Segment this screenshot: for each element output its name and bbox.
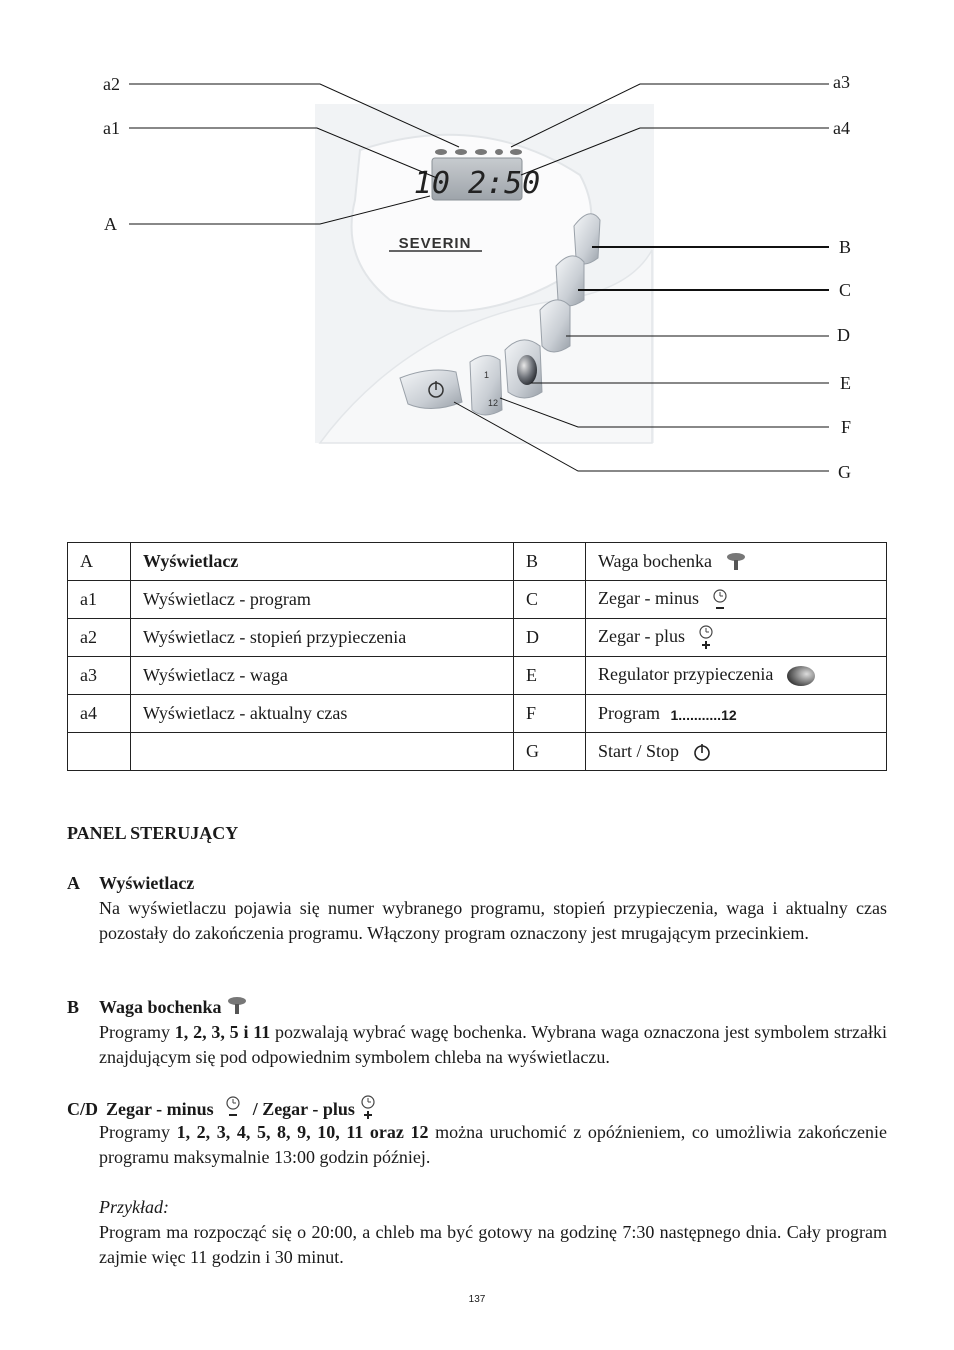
- table-value-text: Regulator przypieczenia: [598, 664, 774, 685]
- browning-knob-icon: [786, 665, 816, 687]
- table-key: C: [514, 581, 586, 619]
- svg-text:1: 1: [484, 370, 490, 380]
- table-key: D: [514, 619, 586, 657]
- table-key: A: [68, 543, 131, 581]
- table-row: [68, 619, 887, 657]
- brand-logo: SEVERIN: [398, 235, 472, 252]
- button-b: [574, 214, 600, 264]
- control-panel-figure: [0, 0, 954, 500]
- callout-a3: a3: [833, 72, 850, 92]
- control-panel-illustration: [0, 0, 954, 500]
- section-heading-text: / Zegar - plus: [252, 1099, 355, 1119]
- program-range: 1...........12: [670, 706, 737, 723]
- table-value-text: Program: [598, 703, 660, 723]
- table-value: [586, 695, 887, 733]
- button-c: [556, 256, 584, 306]
- callout-a4: a4: [833, 118, 850, 138]
- table-key: a3: [68, 657, 131, 695]
- callout-E: E: [840, 373, 851, 393]
- clock-plus-icon: [359, 1095, 377, 1121]
- legend-table: [67, 542, 887, 771]
- table-row: [68, 581, 887, 619]
- table-row: [68, 695, 887, 733]
- section-b-text: Programy 1, 2, 3, 5 i 11 pozwalają wybrać wagę bochenka. Wybrana waga oznaczona jest symbolem strzałki znajdującym się pod odpowiednim symbolem chleba na wyświetlaczu.: [99, 1022, 887, 1067]
- table-value: Wyświetlacz - program: [131, 581, 514, 619]
- section-heading-text: Wyświetlacz: [99, 873, 195, 893]
- clock-plus-icon: [697, 625, 715, 651]
- callout-C: C: [839, 280, 852, 300]
- table-value: [586, 619, 887, 657]
- table-value-text: Start / Stop: [598, 740, 680, 761]
- example-text: Program ma rozpocząć się o 20:00, a chleb ma być gotowy na godzinę 7:30 następnego dnia. Cały program zajmie więc 11 godzin i 30 minut.: [99, 1222, 887, 1267]
- callout-D: D: [837, 325, 850, 345]
- table-row: [68, 543, 887, 581]
- section-letter: A: [67, 873, 80, 893]
- section-letter: C/D: [67, 1099, 98, 1119]
- table-key: a4: [68, 695, 131, 733]
- callout-A: A: [104, 214, 117, 234]
- button-g: [400, 370, 462, 409]
- table-key: B: [514, 543, 586, 581]
- table-row: [68, 657, 887, 695]
- section-cd-text: Programy 1, 2, 3, 4, 5, 8, 9, 10, 11 oraz 12 można uruchomić z opóźnieniem, co umożliwia zakończenie programu maksymalnie 13:00 godzin później.: [99, 1122, 887, 1167]
- table-value: [131, 733, 514, 771]
- table-value-text: Waga bochenka: [598, 550, 712, 571]
- table-value-text: Zegar - plus: [598, 625, 685, 646]
- table-value-text: Zegar - minus: [598, 587, 699, 608]
- table-value: [586, 657, 887, 695]
- table-value: [586, 543, 887, 581]
- section-letter: B: [67, 997, 80, 1017]
- table-key: a1: [68, 581, 131, 619]
- table-key: [68, 733, 131, 771]
- table-key: a2: [68, 619, 131, 657]
- table-key: G: [514, 733, 586, 771]
- section-b-heading: [67, 995, 248, 1020]
- section-title: PANEL STERUJĄCY: [67, 823, 239, 843]
- table-value: Wyświetlacz - aktualny czas: [131, 695, 514, 733]
- clock-minus-icon: [224, 1095, 242, 1119]
- section-heading-text: Zegar - minus: [106, 1099, 214, 1119]
- table-value: Wyświetlacz - waga: [131, 657, 514, 695]
- page-number: 137: [468, 1294, 486, 1305]
- table-row: [68, 733, 887, 771]
- loaf-weight-icon: [725, 552, 747, 572]
- callout-a2: a2: [103, 74, 120, 94]
- table-key: F: [514, 695, 586, 733]
- callout-B: B: [839, 237, 852, 257]
- table-key: E: [514, 657, 586, 695]
- section-heading-text: Waga bochenka: [99, 997, 222, 1017]
- section-cd-heading: [67, 1095, 377, 1122]
- button-d: [540, 300, 570, 352]
- example-label: Przykład:: [99, 1197, 169, 1217]
- power-icon: [692, 742, 712, 762]
- loaf-weight-icon: [226, 996, 248, 1016]
- svg-text:12: 12: [488, 398, 499, 408]
- table-value: [586, 581, 887, 619]
- table-value: [586, 733, 887, 771]
- section-a-text: Na wyświetlaczu pojawia się numer wybranego programu, stopień przypieczenia, waga i aktualny czas pozostały do zakończenia programu. Włączony program oznaczony jest mrugającym przecinkiem.: [99, 898, 887, 943]
- callout-G: G: [838, 462, 851, 482]
- table-value: Wyświetlacz - stopień przypieczenia: [131, 619, 514, 657]
- callout-F: F: [841, 417, 852, 437]
- table-value: Wyświetlacz: [131, 543, 514, 581]
- lcd-readout: 10 2:50: [413, 166, 541, 201]
- section-a-heading: [67, 871, 194, 896]
- clock-minus-icon: [711, 588, 729, 612]
- callout-a1: a1: [103, 118, 120, 138]
